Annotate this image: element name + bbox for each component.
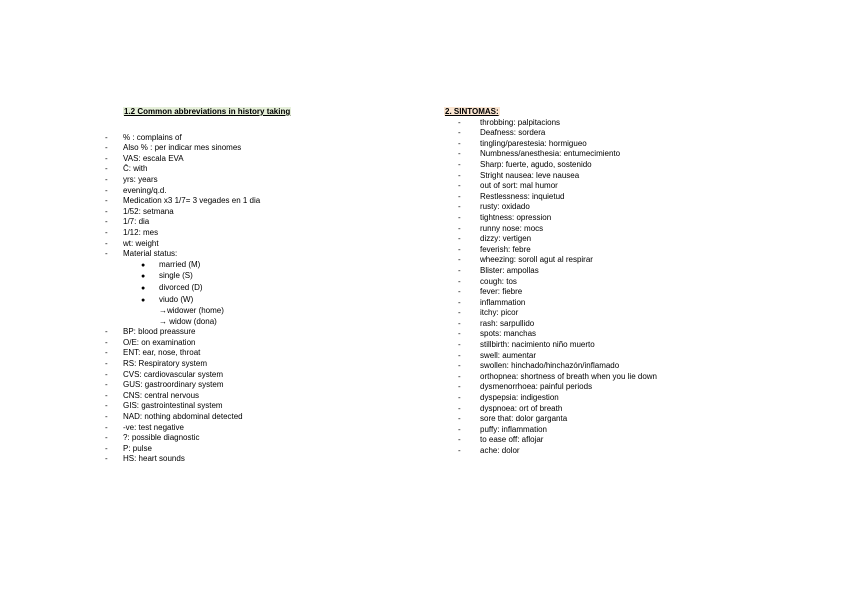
list-item-text: -ve: test negative bbox=[123, 422, 184, 432]
dash-bullet: - bbox=[105, 327, 108, 337]
sub-list-item-text: married (M) bbox=[159, 259, 201, 269]
list-item-text: VAS: escala EVA bbox=[123, 153, 184, 163]
dash-bullet: - bbox=[105, 249, 108, 259]
dash-bullet: - bbox=[458, 393, 461, 403]
list-item-text: BP: blood preassure bbox=[123, 327, 196, 337]
symptom-item-text: runny nose: mocs bbox=[480, 223, 544, 233]
list-item bbox=[105, 228, 435, 239]
dash-bullet: - bbox=[105, 337, 108, 347]
list-item-text: CVS: cardiovascular system bbox=[123, 369, 224, 379]
sub-list-item-text: viudo (W) bbox=[159, 294, 194, 304]
dash-bullet: - bbox=[458, 117, 461, 127]
dash-bullet: - bbox=[458, 403, 461, 413]
dash-bullet: - bbox=[458, 276, 461, 286]
list-item-text: GIS: gastrointestinal system bbox=[123, 401, 223, 411]
list-item bbox=[105, 249, 435, 260]
list-item-text: % : complains of bbox=[123, 132, 182, 142]
dash-bullet: - bbox=[458, 297, 461, 307]
dash-bullet: - bbox=[458, 170, 461, 180]
symptom-item bbox=[444, 446, 824, 457]
list-item-text: P: pulse bbox=[123, 443, 152, 453]
list-item bbox=[105, 133, 435, 144]
arrow-list-item-text: →widower (home) bbox=[159, 306, 224, 316]
symptom-item-text: orthopnea: shortness of breath when you lie down bbox=[480, 371, 658, 381]
symptom-item bbox=[444, 128, 824, 139]
dash-bullet: - bbox=[458, 446, 461, 455]
symptom-item bbox=[444, 171, 824, 182]
dash-bullet: - bbox=[458, 223, 461, 233]
symptom-item bbox=[444, 319, 824, 330]
symptom-item bbox=[444, 351, 824, 362]
dash-bullet: - bbox=[458, 318, 461, 328]
list-item-text: GUS: gastroordinary system bbox=[123, 380, 224, 390]
abbreviations-list bbox=[105, 133, 435, 260]
dot-bullet: ● bbox=[141, 296, 146, 304]
symptom-item-text: sore that: dolor garganta bbox=[480, 414, 568, 424]
list-item-text: HS: heart sounds bbox=[123, 454, 185, 464]
symptom-item-text: tingling/parestesia: hormigueo bbox=[480, 138, 587, 148]
list-item-text: Material status: bbox=[123, 249, 178, 259]
symptom-item bbox=[444, 266, 824, 277]
arrow-list-item-text: → widow (dona) bbox=[159, 316, 217, 326]
symptom-item-text: to ease off: aflojar bbox=[480, 435, 544, 445]
symptom-item-text: spots: manchas bbox=[480, 329, 537, 339]
dash-bullet: - bbox=[105, 380, 108, 390]
sub-list-item bbox=[141, 283, 435, 295]
dash-bullet: - bbox=[105, 185, 108, 195]
symptom-item-text: out of sort: mal humor bbox=[480, 181, 558, 191]
symptom-item bbox=[444, 340, 824, 351]
symptom-item-text: Numbness/anesthesia: entumecimiento bbox=[480, 149, 621, 159]
list-item bbox=[105, 338, 435, 349]
symptom-item-text: stillbirth: nacimiento niño muerto bbox=[480, 340, 595, 350]
list-item bbox=[105, 412, 435, 423]
dash-bullet: - bbox=[105, 153, 108, 163]
sub-list-item-text: single (S) bbox=[159, 271, 193, 281]
symptom-item bbox=[444, 255, 824, 266]
symptom-item-text: cough: tos bbox=[480, 276, 517, 286]
list-item-text: 1/7: dia bbox=[123, 217, 150, 227]
list-item bbox=[105, 391, 435, 402]
symptom-item-text: puffy: inflammation bbox=[480, 424, 547, 434]
symptom-item bbox=[444, 192, 824, 203]
sub-list-item bbox=[141, 295, 435, 307]
list-item-text: Also % : per indicar mes sinomes bbox=[123, 143, 242, 153]
symptom-item-text: inflammation bbox=[480, 297, 526, 307]
dash-bullet: - bbox=[105, 238, 108, 248]
dash-bullet: - bbox=[105, 454, 108, 464]
list-item-text: RS: Respiratory system bbox=[123, 359, 208, 369]
list-item bbox=[105, 380, 435, 391]
list-item-text: yrs: years bbox=[123, 174, 158, 184]
list-item-text: 1/12: mes bbox=[123, 227, 159, 237]
list-item-text: O/E: on examination bbox=[123, 337, 196, 347]
symptom-item bbox=[444, 414, 824, 425]
dash-bullet: - bbox=[458, 424, 461, 434]
list-item bbox=[105, 401, 435, 412]
dash-bullet: - bbox=[105, 164, 108, 174]
dash-bullet: - bbox=[105, 143, 108, 153]
dash-bullet: - bbox=[458, 287, 461, 297]
symptom-item-text: feverish: febre bbox=[480, 244, 531, 254]
arrow-list-item bbox=[105, 306, 435, 317]
symptom-item bbox=[444, 287, 824, 298]
symptom-item bbox=[444, 149, 824, 160]
list-item bbox=[105, 164, 435, 175]
list-item bbox=[105, 186, 435, 197]
left-heading: 1.2 Common abbreviations in history taking bbox=[124, 107, 291, 116]
symptom-item bbox=[444, 361, 824, 372]
list-item bbox=[105, 454, 435, 465]
symptom-item bbox=[444, 382, 824, 393]
sub-list-item-text: divorced (D) bbox=[159, 282, 203, 292]
right-heading: 2. SINTOMAS: bbox=[445, 107, 499, 116]
list-item-text: ENT: ear, nose, throat bbox=[123, 348, 201, 358]
symptom-item-text: fever: fiebre bbox=[480, 287, 523, 297]
dash-bullet: - bbox=[458, 414, 461, 424]
symptom-item-text: dizzy: vertigen bbox=[480, 234, 532, 244]
dot-bullet: ● bbox=[141, 284, 146, 292]
dash-bullet: - bbox=[458, 244, 461, 254]
dash-bullet: - bbox=[458, 340, 461, 350]
list-item bbox=[105, 196, 435, 207]
list-item-text: ?: possible diagnostic bbox=[123, 433, 200, 443]
list-item bbox=[105, 175, 435, 186]
dash-bullet: - bbox=[458, 128, 461, 138]
symptom-item-text: swollen: hinchado/hinchazón/inflamado bbox=[480, 361, 620, 371]
dash-bullet: - bbox=[105, 401, 108, 411]
dash-bullet: - bbox=[105, 132, 108, 142]
list-item-text: C̄: with bbox=[123, 164, 148, 174]
dash-bullet: - bbox=[458, 212, 461, 222]
dash-bullet: - bbox=[458, 181, 461, 191]
dash-bullet: - bbox=[458, 234, 461, 244]
symptom-item-text: dyspnoea: ort of breath bbox=[480, 403, 563, 413]
symptom-item bbox=[444, 329, 824, 340]
list-item bbox=[105, 143, 435, 154]
dash-bullet: - bbox=[458, 255, 461, 265]
symptom-item bbox=[444, 213, 824, 224]
dash-bullet: - bbox=[105, 206, 108, 216]
list-item bbox=[105, 370, 435, 381]
symptom-item-text: wheezing: soroll agut al respirar bbox=[480, 255, 593, 265]
dash-bullet: - bbox=[458, 308, 461, 318]
dash-bullet: - bbox=[105, 443, 108, 453]
symptom-item bbox=[444, 277, 824, 288]
dot-bullet: ● bbox=[141, 261, 146, 269]
dash-bullet: - bbox=[458, 265, 461, 275]
dash-bullet: - bbox=[458, 202, 461, 212]
symptom-item bbox=[444, 224, 824, 235]
symptom-item-text: Restlessness: inquietud bbox=[480, 191, 565, 201]
symptom-item-text: itchy: picor bbox=[480, 308, 519, 318]
symptom-item bbox=[444, 298, 824, 309]
dash-bullet: - bbox=[105, 359, 108, 369]
symptom-item-text: tightness: opression bbox=[480, 212, 552, 222]
list-item bbox=[105, 359, 435, 370]
dash-bullet: - bbox=[105, 174, 108, 184]
list-item bbox=[105, 154, 435, 165]
symptom-item-text: dysmenorrhoea: painful periods bbox=[480, 382, 593, 392]
dash-bullet: - bbox=[458, 361, 461, 371]
list-item-text: wt: weight bbox=[123, 238, 159, 248]
list-item bbox=[105, 433, 435, 444]
list-item bbox=[105, 444, 435, 455]
list-item-text: 1/52: setmana bbox=[123, 206, 174, 216]
dash-bullet: - bbox=[105, 348, 108, 358]
dot-bullet: ● bbox=[141, 273, 146, 281]
dash-bullet: - bbox=[105, 227, 108, 237]
symptom-item bbox=[444, 181, 824, 192]
dash-bullet: - bbox=[458, 435, 461, 445]
list-item bbox=[105, 239, 435, 250]
left-column bbox=[105, 107, 435, 465]
dash-bullet: - bbox=[105, 369, 108, 379]
symptom-item bbox=[444, 425, 824, 436]
sub-list-item bbox=[141, 260, 435, 272]
symptom-item bbox=[444, 139, 824, 150]
dash-bullet: - bbox=[105, 433, 108, 443]
symptom-item bbox=[444, 202, 824, 213]
dash-bullet: - bbox=[458, 159, 461, 169]
symptom-item-text: Stright nausea: leve nausea bbox=[480, 170, 580, 180]
symptom-item-text: dyspepsia: indigestion bbox=[480, 393, 559, 403]
left-heading-wrap bbox=[105, 107, 435, 118]
symptom-item-text: rash: sarpullido bbox=[480, 318, 535, 328]
dash-bullet: - bbox=[458, 191, 461, 201]
sub-list-item bbox=[141, 271, 435, 283]
symptom-item-text: throbbing: palpitacions bbox=[480, 117, 561, 127]
dash-bullet: - bbox=[105, 217, 108, 227]
list-item-text: evening/q.d. bbox=[123, 185, 167, 195]
symptom-item bbox=[444, 160, 824, 171]
list-item bbox=[105, 207, 435, 218]
right-heading-wrap bbox=[444, 107, 824, 118]
list-item bbox=[105, 217, 435, 228]
dash-bullet: - bbox=[458, 329, 461, 339]
symptom-item bbox=[444, 245, 824, 256]
dash-bullet: - bbox=[458, 382, 461, 392]
right-column bbox=[444, 107, 824, 457]
symptom-item-text: Deafness: sordera bbox=[480, 128, 546, 138]
list-item bbox=[105, 423, 435, 434]
list-item bbox=[105, 348, 435, 359]
dash-bullet: - bbox=[105, 390, 108, 400]
list-item-text: NAD: nothing abdominal detected bbox=[123, 412, 243, 422]
list-item-text: Medication x3 1/7= 3 vegades en 1 dia bbox=[123, 196, 261, 206]
symptom-item bbox=[444, 118, 824, 129]
symptom-item bbox=[444, 435, 824, 446]
symptom-item bbox=[444, 393, 824, 404]
dash-bullet: - bbox=[458, 138, 461, 148]
symptom-item-text: rusty: oxidado bbox=[480, 202, 530, 212]
dash-bullet: - bbox=[105, 196, 108, 206]
dash-bullet: - bbox=[458, 149, 461, 159]
symptom-item-text: Blister: ampollas bbox=[480, 265, 539, 275]
marital-status-list bbox=[105, 260, 435, 306]
symptom-item-text: swell: aumentar bbox=[480, 350, 537, 360]
abbreviations-list-2 bbox=[105, 327, 435, 465]
symptom-item-text: ache: dolor bbox=[480, 446, 520, 455]
widow-list bbox=[105, 306, 435, 327]
list-item bbox=[105, 327, 435, 338]
dash-bullet: - bbox=[458, 371, 461, 381]
symptom-item bbox=[444, 404, 824, 415]
symptom-item bbox=[444, 372, 824, 383]
dash-bullet: - bbox=[458, 350, 461, 360]
symptom-item-text: Sharp: fuerte, agudo, sostenido bbox=[480, 159, 592, 169]
dash-bullet: - bbox=[105, 422, 108, 432]
dash-bullet: - bbox=[105, 412, 108, 422]
symptoms-list bbox=[444, 118, 824, 457]
list-item-text: CNS: central nervous bbox=[123, 390, 200, 400]
arrow-list-item bbox=[105, 317, 435, 328]
symptom-item bbox=[444, 308, 824, 319]
symptom-item bbox=[444, 234, 824, 245]
